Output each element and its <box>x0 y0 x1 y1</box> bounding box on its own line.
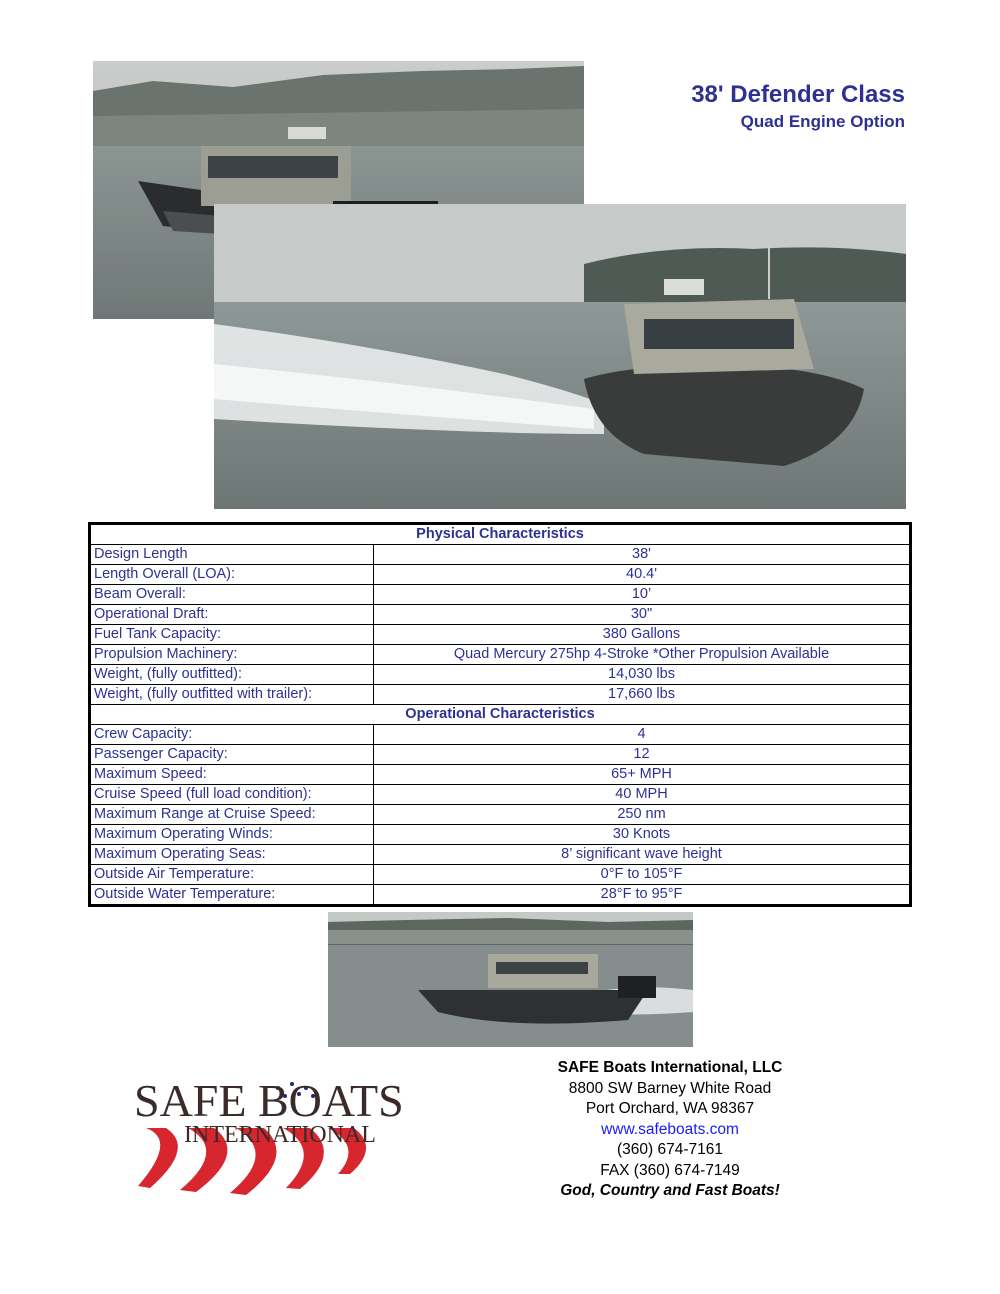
specs-table <box>88 522 912 907</box>
spec-label: Operational Draft: <box>90 605 374 625</box>
spec-value: 30" <box>374 605 911 625</box>
table-row <box>90 665 911 685</box>
spec-value: 250 nm <box>374 805 911 825</box>
table-row <box>90 885 911 906</box>
spec-value: 17,660 lbs <box>374 685 911 705</box>
spec-value: 40 MPH <box>374 785 911 805</box>
spec-value: 380 Gallons <box>374 625 911 645</box>
spec-value: 0°F to 105°F <box>374 865 911 885</box>
table-row <box>90 865 911 885</box>
table-row <box>90 585 911 605</box>
table-row <box>90 645 911 665</box>
spec-value: 30 Knots <box>374 825 911 845</box>
table-row <box>90 785 911 805</box>
spec-value: 12 <box>374 745 911 765</box>
spec-label: Outside Water Temperature: <box>90 885 374 906</box>
table-row <box>90 805 911 825</box>
spec-label: Weight, (fully outfitted): <box>90 665 374 685</box>
boat-photo-top-right <box>214 204 906 509</box>
spec-label: Design Length <box>90 545 374 565</box>
contact-block <box>510 1058 830 1202</box>
page-title: 38' Defender Class <box>691 81 905 108</box>
logo-text-line2: INTERNATIONAL <box>184 1122 376 1148</box>
spec-value: 10’ <box>374 585 911 605</box>
spec-label: Passenger Capacity: <box>90 745 374 765</box>
table-row <box>90 825 911 845</box>
spec-label: Beam Overall: <box>90 585 374 605</box>
spec-label: Weight, (fully outfitted with trailer): <box>90 685 374 705</box>
address-line-1: 8800 SW Barney White Road <box>568 1079 772 1097</box>
physical-heading: Physical Characteristics <box>90 524 911 545</box>
table-row <box>90 685 911 705</box>
spec-label: Length Overall (LOA): <box>90 565 374 585</box>
safe-boats-logo <box>118 1058 482 1198</box>
table-row <box>90 765 911 785</box>
spec-label: Outside Air Temperature: <box>90 865 374 885</box>
spec-value: 14,030 lbs <box>374 665 911 685</box>
spec-value: 40.4' <box>374 565 911 585</box>
address-line-2: Port Orchard, WA 98367 <box>585 1100 755 1117</box>
spec-value: 38' <box>374 545 911 565</box>
operational-heading: Operational Characteristics <box>90 705 911 725</box>
company-name: SAFE Boats International, LLC <box>557 1059 783 1076</box>
spec-value: 8’ significant wave height <box>374 845 911 865</box>
spec-label: Propulsion Machinery: <box>90 645 374 665</box>
table-row <box>90 725 911 745</box>
spec-label: Fuel Tank Capacity: <box>90 625 374 645</box>
title-block <box>691 80 905 134</box>
phone-number: (360) 674-7161 <box>617 1141 723 1158</box>
table-row <box>90 605 911 625</box>
section-row <box>90 524 911 545</box>
tagline: God, Country and Fast Boats! <box>560 1182 780 1199</box>
spec-value: Quad Mercury 275hp 4-Stroke *Other Propulsion Available <box>374 645 911 665</box>
fax-number: FAX (360) 674-7149 <box>600 1161 740 1179</box>
table-row <box>90 565 911 585</box>
table-row <box>90 545 911 565</box>
table-row <box>90 745 911 765</box>
table-row <box>90 845 911 865</box>
website-link[interactable]: www.safeboats.com <box>601 1120 739 1138</box>
page-subtitle: Quad Engine Option <box>740 112 905 131</box>
logo-text-line1: SAFE BOATS <box>134 1075 404 1126</box>
table-row <box>90 625 911 645</box>
spec-value: 65+ MPH <box>374 765 911 785</box>
spec-label: Maximum Operating Winds: <box>90 825 374 845</box>
section-row <box>90 705 911 725</box>
spec-label: Crew Capacity: <box>90 725 374 745</box>
spec-label: Maximum Speed: <box>90 765 374 785</box>
spec-value: 4 <box>374 725 911 745</box>
spec-value: 28°F to 95°F <box>374 885 911 906</box>
boat-photo-bottom <box>328 912 693 1047</box>
spec-label: Cruise Speed (full load condition): <box>90 785 374 805</box>
spec-label: Maximum Operating Seas: <box>90 845 374 865</box>
spec-label: Maximum Range at Cruise Speed: <box>90 805 374 825</box>
